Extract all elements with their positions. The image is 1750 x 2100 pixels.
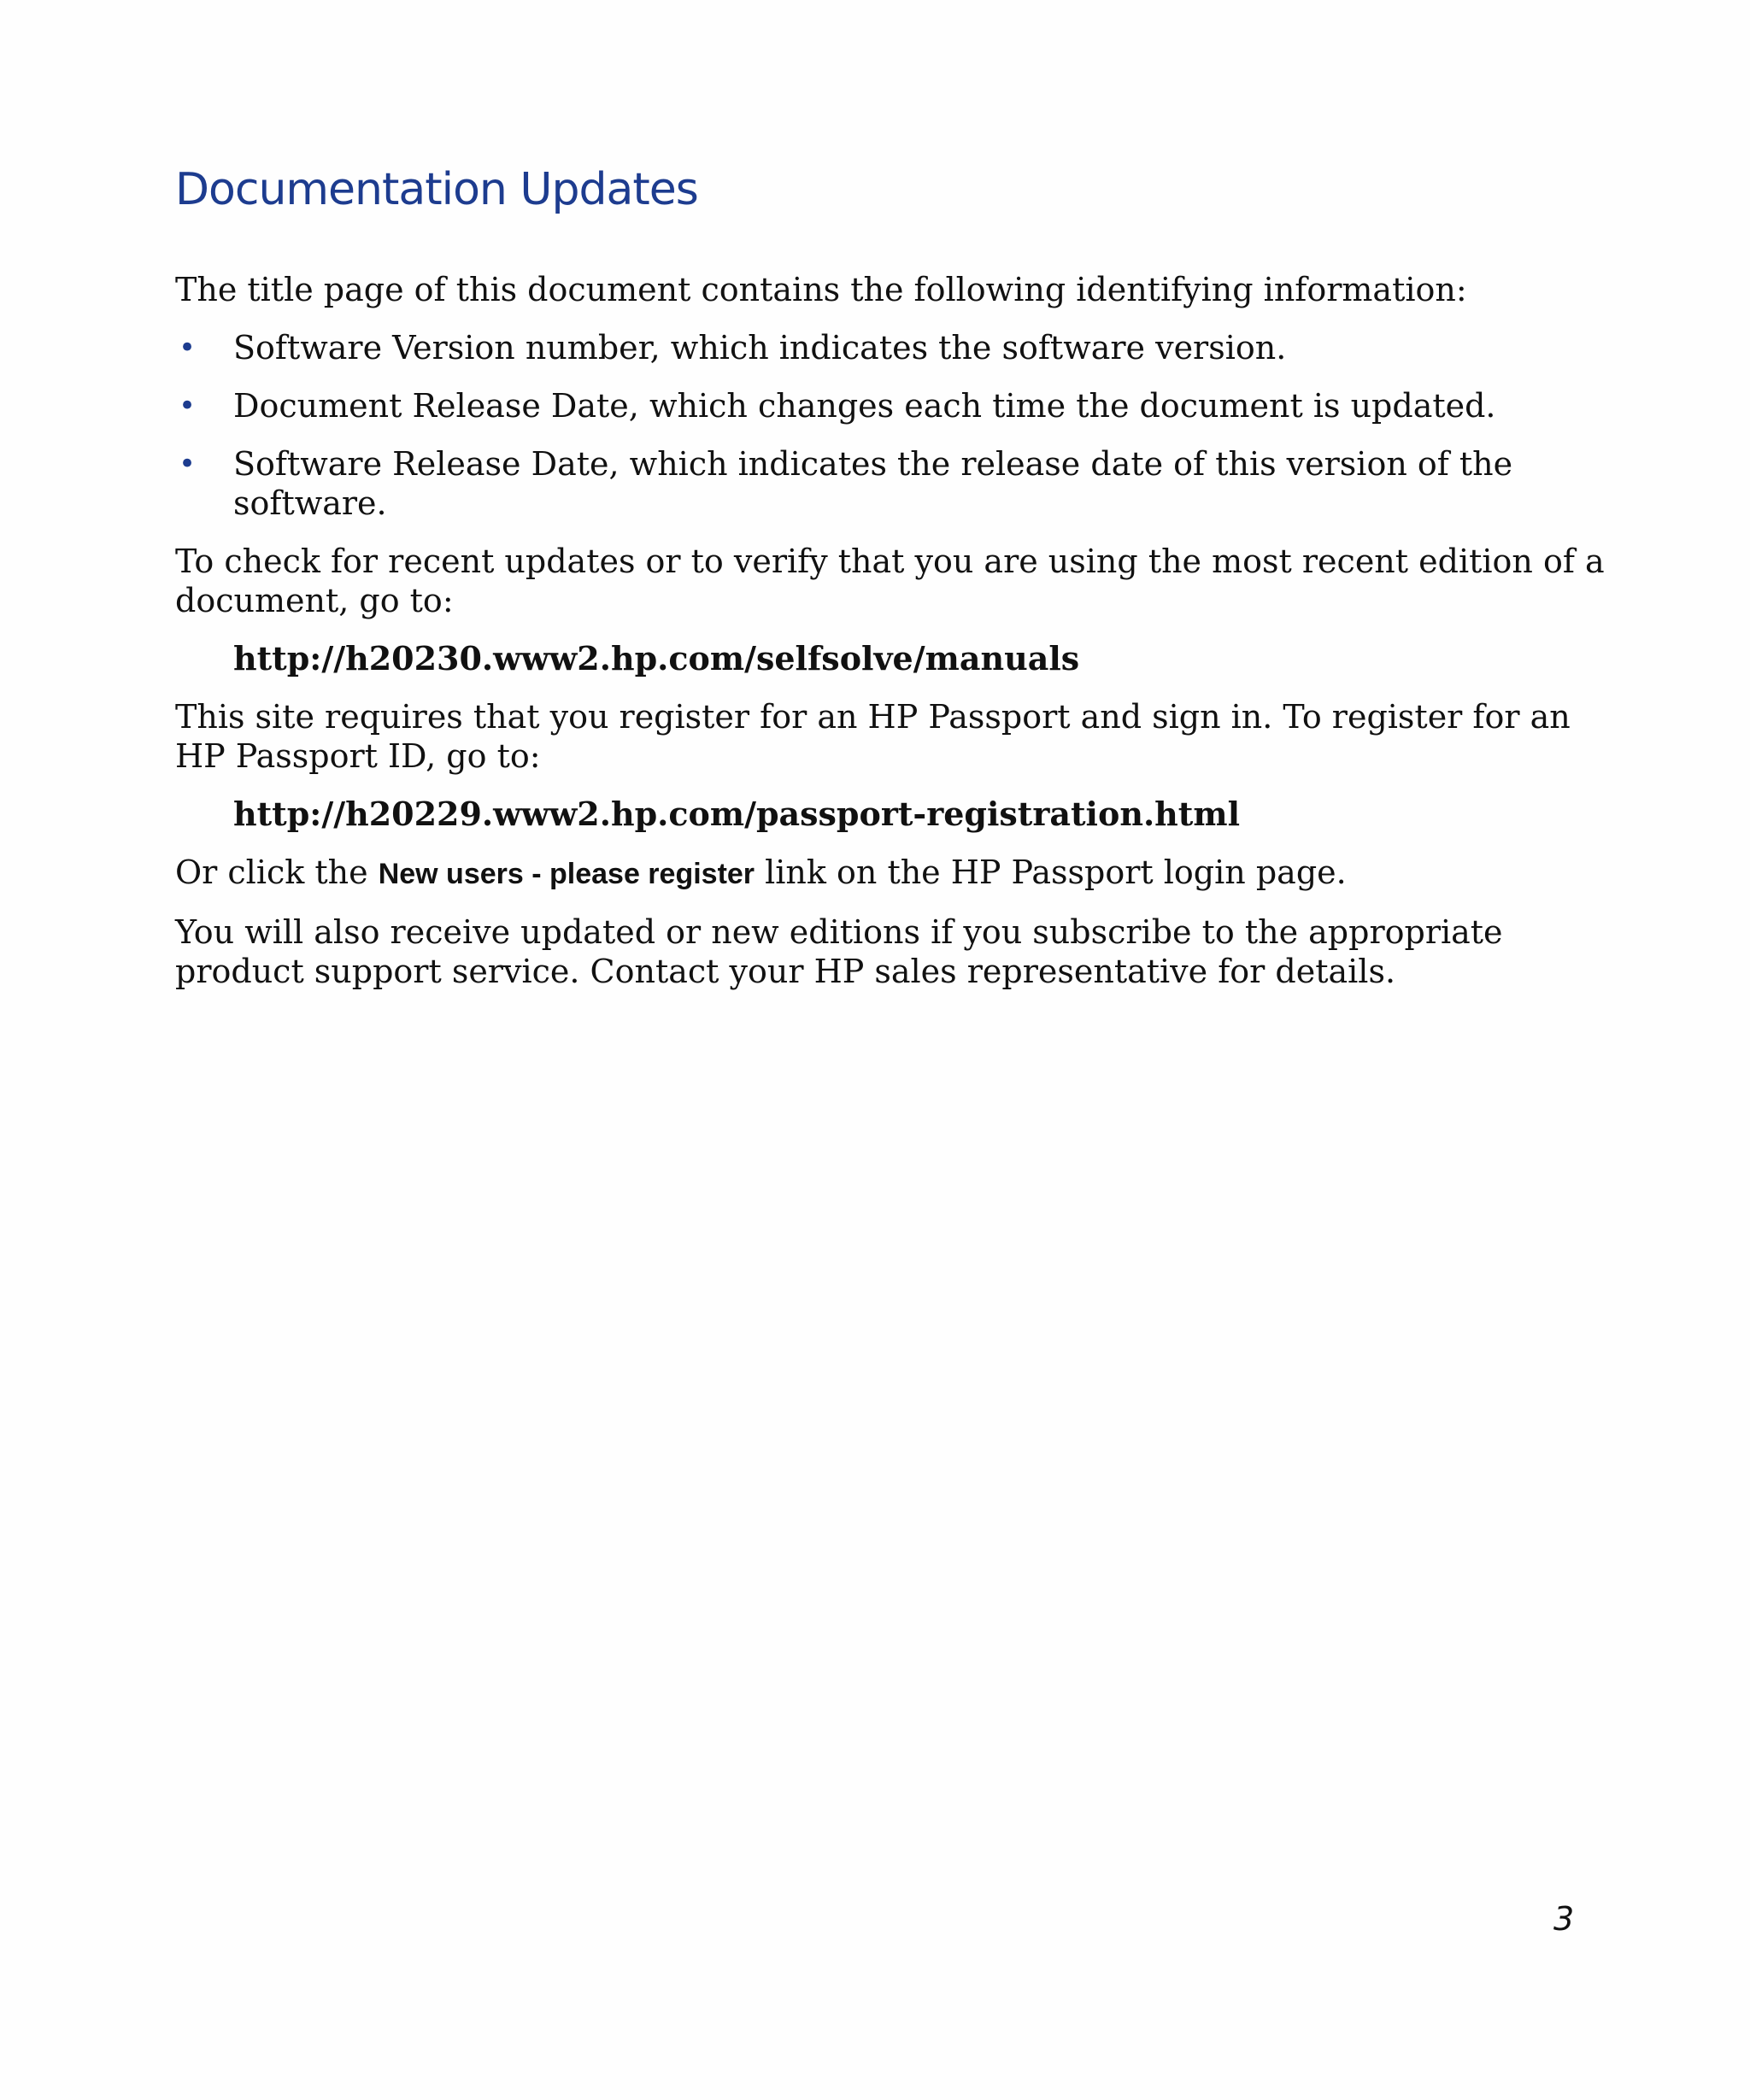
bullet-icon: • — [179, 331, 197, 365]
registration-link[interactable]: http://h20229.www2.hp.com/passport-registration.html — [233, 795, 1240, 833]
click-suffix-text: link on the HP Passport login page. — [765, 853, 1347, 891]
list-item-text: Software Release Date, which indicates the release date of this version of the software. — [233, 445, 1513, 522]
new-users-register-term: New users - please register — [378, 858, 755, 890]
subscribe-paragraph: You will also receive updated or new editions if you subscribe to the appropriate product support service. Contact your HP sales representative for details. — [175, 913, 1503, 990]
section-heading: Documentation Updates — [175, 164, 698, 215]
list-item-text: Software Version number, which indicates the software version. — [233, 329, 1287, 367]
bullet-icon: • — [179, 389, 197, 423]
click-register-paragraph — [175, 853, 1611, 894]
list-item — [175, 328, 1611, 367]
identifying-info-list — [175, 328, 1611, 523]
bullet-icon: • — [179, 447, 197, 481]
intro-paragraph: The title page of this document contains the following identifying information: — [175, 271, 1467, 308]
register-paragraph: This site requires that you register for an HP Passport and sign in. To register for an HP Passport ID, go to: — [175, 698, 1571, 775]
list-item — [175, 386, 1611, 425]
page-number: 3 — [1553, 1900, 1575, 1938]
click-prefix-text: Or click the — [175, 853, 368, 891]
manuals-link[interactable]: http://h20230.www2.hp.com/selfsolve/manuals — [233, 639, 1080, 678]
check-updates-paragraph: To check for recent updates or to verify that you are using the most recent edition of a document, go to: — [175, 543, 1605, 619]
list-item-text: Document Release Date, which changes each time the document is updated. — [233, 387, 1496, 425]
list-item — [175, 444, 1611, 523]
document-page — [175, 162, 1611, 1010]
